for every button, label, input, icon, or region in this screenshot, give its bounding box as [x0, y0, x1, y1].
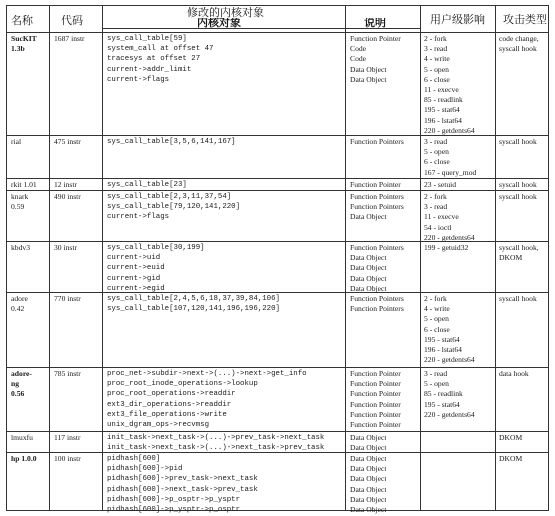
row-5-objects-cell [107, 294, 280, 314]
impact-line: 195 - stat64 [424, 399, 460, 409]
name-line: 0.59 [11, 202, 25, 212]
impact-line: 3 - read [424, 44, 448, 54]
name-line: rkit 1.01 [11, 180, 37, 189]
row-divider [7, 367, 548, 368]
row-0-code-cell [54, 34, 85, 44]
attack-line: code change, [499, 34, 539, 43]
code-line: 770 instr [54, 294, 81, 303]
objects-line: current->flags [107, 213, 170, 222]
row-1-code-cell [54, 137, 81, 147]
rootkit-comparison-table [6, 5, 549, 514]
header-kernel-objects: 修改的内核对象 [187, 7, 264, 19]
row-5-code-cell [54, 294, 81, 304]
row-1-name-cell [11, 137, 21, 147]
row-5-impact-cell [424, 294, 475, 365]
objects-line: tracesys at offset 27 [107, 55, 201, 64]
row-5-desc-cell [350, 294, 404, 314]
code-line: 117 instr [54, 433, 81, 442]
code-line: 12 instr [54, 180, 77, 189]
desc-line: Data Object [350, 433, 387, 442]
row-6-desc-cell [350, 369, 401, 430]
name-line: 0.42 [11, 304, 25, 314]
row-1-objects-cell [107, 137, 236, 147]
objects-line: current->addr_limit [107, 65, 192, 74]
desc-line: Function Pointers [350, 304, 404, 314]
row-4-code-cell [54, 243, 77, 253]
desc-line: Function Pointers [350, 294, 404, 303]
desc-line: Function Pointers [350, 192, 404, 201]
impact-line: 2 - fork [424, 294, 447, 303]
row-7-desc-cell [350, 433, 386, 453]
objects-line: pidhash[600]->p_osptr->p_ysptr [107, 495, 241, 504]
row-4-objects-cell [107, 243, 205, 294]
desc-line: Data Object [350, 504, 387, 514]
attack-line: DKOM [499, 454, 523, 463]
impact-line: 11 - execve [424, 212, 459, 222]
row-7-name-cell [11, 433, 33, 443]
attack-line: data hook [499, 369, 529, 378]
row-divider [7, 292, 548, 293]
desc-line: Data Object [350, 283, 387, 293]
row-8-desc-cell [350, 454, 386, 515]
row-3-objects-cell [107, 192, 240, 223]
attack-line: syscall hook, [499, 243, 539, 252]
row-3-attack-cell [499, 192, 537, 202]
row-4-attack-cell [499, 243, 539, 263]
row-6-impact-cell [424, 369, 475, 420]
impact-line: 5 - open [424, 314, 449, 324]
impact-line: 2 - fork [424, 192, 447, 201]
row-0-objects-cell [107, 34, 213, 85]
objects-line: sys_call_table[3,5,6,141,167] [107, 138, 236, 146]
row-7-objects-cell [107, 433, 324, 453]
attack-line: DKOM [499, 253, 523, 263]
desc-line: Function Pointer [350, 409, 401, 419]
name-line: adore [11, 294, 28, 303]
objects-line: current->flags [107, 75, 170, 84]
column-divider [495, 6, 496, 510]
code-line: 785 instr [54, 369, 81, 378]
name-line: hp 1.0.0 [11, 454, 37, 463]
impact-line: 4 - write [424, 54, 450, 64]
impact-line: 199 - getuid32 [424, 243, 469, 252]
code-line: 475 instr [54, 137, 81, 146]
row-3-code-cell [54, 192, 81, 202]
row-4-desc-cell [350, 243, 404, 294]
impact-line: 5 - open [424, 64, 449, 74]
row-2-name-cell [11, 180, 37, 190]
header-attack-type: 攻击类型 [503, 14, 547, 26]
code-line: 100 instr [54, 454, 81, 463]
impact-line: 6 - close [424, 324, 450, 334]
row-divider [7, 178, 548, 179]
desc-line: Function Pointer [350, 34, 401, 43]
objects-line: sys_call_table[79,120,141,220] [107, 203, 241, 212]
name-line: lmuxfu [11, 433, 33, 442]
desc-line: Code [350, 44, 367, 54]
row-2-objects-cell [107, 180, 187, 190]
objects-line: unix_dgram_ops->recvmsg [107, 420, 210, 429]
impact-line: 54 - ioctl [424, 222, 452, 232]
attack-line: syscall hook [499, 137, 537, 146]
header-name: 名称 [11, 15, 33, 27]
row-6-name-cell [11, 369, 32, 400]
impact-line: 5 - open [424, 147, 449, 157]
column-divider [102, 6, 103, 510]
code-line: 30 instr [54, 243, 77, 252]
impact-line: 3 - read [424, 202, 448, 212]
desc-line: Data Object [350, 74, 387, 84]
code-line: 490 instr [54, 192, 81, 201]
impact-line: 85 - readlink [424, 95, 463, 105]
header-kernel-objects-sub: 内核对象 [197, 18, 241, 29]
row-1-attack-cell [499, 137, 537, 147]
objects-line: ext3_dir_operations->readdir [107, 400, 232, 409]
objects-line: pidhash[600]->next_task->prev_task [107, 485, 258, 494]
desc-line: Code [350, 54, 367, 64]
row-1-desc-cell [350, 137, 404, 147]
impact-line: 3 - read [424, 137, 448, 146]
impact-line: 3 - read [424, 369, 448, 378]
objects-line: sys_call_table[30,199] [107, 244, 205, 252]
row-5-name-cell [11, 294, 28, 314]
desc-line: Data Object [350, 212, 387, 222]
objects-line: pidhash[600] [107, 455, 161, 463]
desc-line: Data Object [350, 443, 387, 453]
row-0-attack-cell [499, 34, 539, 54]
objects-line: proc_net->subdir->next->(...)->next->get_info [107, 370, 307, 378]
impact-line: 6 - close [424, 157, 450, 167]
row-6-attack-cell [499, 369, 529, 379]
objects-line: pidhash[600]->prev_task->next_task [107, 475, 258, 484]
objects-line: proc_root_inode_operations->lookup [107, 380, 258, 389]
objects-line: current->euid [107, 264, 165, 273]
name-line: knark [11, 192, 29, 201]
impact-line: 11 - execve [424, 84, 459, 94]
name-line: rial [11, 137, 22, 146]
impact-line: 85 - readlink [424, 389, 463, 399]
name-line: kbdv3 [11, 243, 30, 252]
impact-line: 167 - query_mod [424, 167, 477, 177]
attack-line: syscall hook [499, 44, 537, 54]
name-line: ng [11, 379, 20, 389]
objects-line: system_call at offset 47 [107, 45, 214, 54]
desc-line: Data Object [350, 494, 387, 504]
attack-line: syscall hook [499, 180, 537, 189]
row-4-name-cell [11, 243, 30, 253]
impact-line: 196 - lstat64 [424, 344, 462, 354]
desc-line: Function Pointer [350, 399, 401, 409]
impact-line: 23 - setuid [424, 180, 457, 189]
impact-line: 196 - lstat64 [424, 115, 462, 125]
desc-line: Data Object [350, 263, 387, 273]
row-8-attack-cell [499, 454, 522, 464]
row-2-attack-cell [499, 180, 537, 190]
row-6-code-cell [54, 369, 81, 379]
desc-line: Data Object [350, 273, 387, 283]
row-3-impact-cell [424, 192, 475, 243]
impact-line: 5 - open [424, 379, 449, 389]
row-0-desc-cell [350, 34, 401, 85]
column-divider [49, 6, 50, 510]
header-user-impact: 用户级影响 [430, 14, 485, 26]
impact-line: 195 - stat64 [424, 105, 460, 115]
desc-line: Data Object [350, 474, 387, 484]
header-row-divider [7, 32, 548, 33]
column-divider [345, 6, 346, 510]
desc-line: Function Pointer [350, 389, 401, 399]
impact-line: 195 - stat64 [424, 334, 460, 344]
desc-line: Data Object [350, 253, 387, 263]
objects-line: init_task->next_task->(...)->prev_task->next_task [107, 434, 325, 442]
row-4-impact-cell [424, 243, 468, 253]
row-3-desc-cell [350, 192, 404, 223]
row-3-name-cell [11, 192, 28, 212]
row-1-impact-cell [424, 137, 476, 178]
objects-line: sys_call_table[2,4,5,6,18,37,39,84,106] [107, 295, 280, 303]
impact-line: 220 - getdents64 [424, 125, 475, 135]
objects-line: init_task->next_task->(...)->next_task->prev_task [107, 444, 325, 453]
name-line: adore- [11, 369, 32, 378]
row-2-impact-cell [424, 180, 456, 190]
row-2-desc-cell [350, 180, 401, 190]
row-6-objects-cell [107, 369, 307, 430]
attack-line: syscall hook [499, 294, 537, 303]
desc-line: Function Pointer [350, 379, 401, 389]
name-line: 1.3b [11, 44, 25, 54]
code-line: 1687 instr [54, 34, 85, 43]
row-8-objects-cell [107, 454, 258, 515]
objects-line: pidhash[600]->pid [107, 465, 183, 474]
row-7-code-cell [54, 433, 81, 443]
objects-line: proc_root_operations->readdir [107, 390, 236, 399]
objects-line: current->gid [107, 274, 161, 283]
objects-line: sys_call_table[59] [107, 35, 187, 43]
row-8-name-cell [11, 454, 37, 464]
row-0-impact-cell [424, 34, 475, 136]
row-5-attack-cell [499, 294, 537, 304]
desc-line: Data Object [350, 484, 387, 494]
row-2-code-cell [54, 180, 77, 190]
impact-line: 6 - close [424, 74, 450, 84]
desc-line: Function Pointer [350, 180, 401, 189]
row-7-attack-cell [499, 433, 522, 443]
row-8-code-cell [54, 454, 81, 464]
desc-line: Function Pointers [350, 243, 404, 252]
row-divider [7, 431, 548, 432]
name-line: SucKIT [11, 34, 37, 43]
impact-line: 4 - write [424, 304, 450, 314]
header-description: 说明 [364, 18, 386, 29]
impact-line: 220 - getdents64 [424, 355, 475, 365]
objects-line: current->egid [107, 284, 165, 293]
desc-line: Function Pointer [350, 369, 401, 378]
objects-line: ext3_file_operations->write [107, 410, 227, 419]
desc-line: Data Object [350, 464, 387, 474]
row-divider [7, 190, 548, 191]
objects-line: current->uid [107, 254, 161, 263]
column-divider [420, 6, 421, 510]
objects-line: sys_call_table[107,120,141,196,196,220] [107, 305, 280, 314]
attack-line: syscall hook [499, 192, 537, 201]
desc-line: Function Pointer [350, 419, 401, 429]
impact-line: 220 - getdents64 [424, 232, 475, 242]
header-code: 代码 [61, 15, 83, 27]
name-line: 0.56 [11, 389, 25, 399]
impact-line: 220 - getdents64 [424, 409, 475, 419]
desc-line: Data Object [350, 454, 387, 463]
objects-line: pidhash[600]->p_ysptr->p_osptr [107, 505, 241, 514]
desc-line: Function Pointers [350, 137, 404, 146]
desc-line: Data Object [350, 64, 387, 74]
row-0-name-cell [11, 34, 37, 54]
desc-line: Function Pointers [350, 202, 404, 212]
impact-line: 2 - fork [424, 34, 447, 43]
attack-line: DKOM [499, 433, 523, 442]
objects-line: sys_call_table[2,3,11,37,54] [107, 193, 232, 201]
objects-line: sys_call_table[23] [107, 181, 187, 189]
